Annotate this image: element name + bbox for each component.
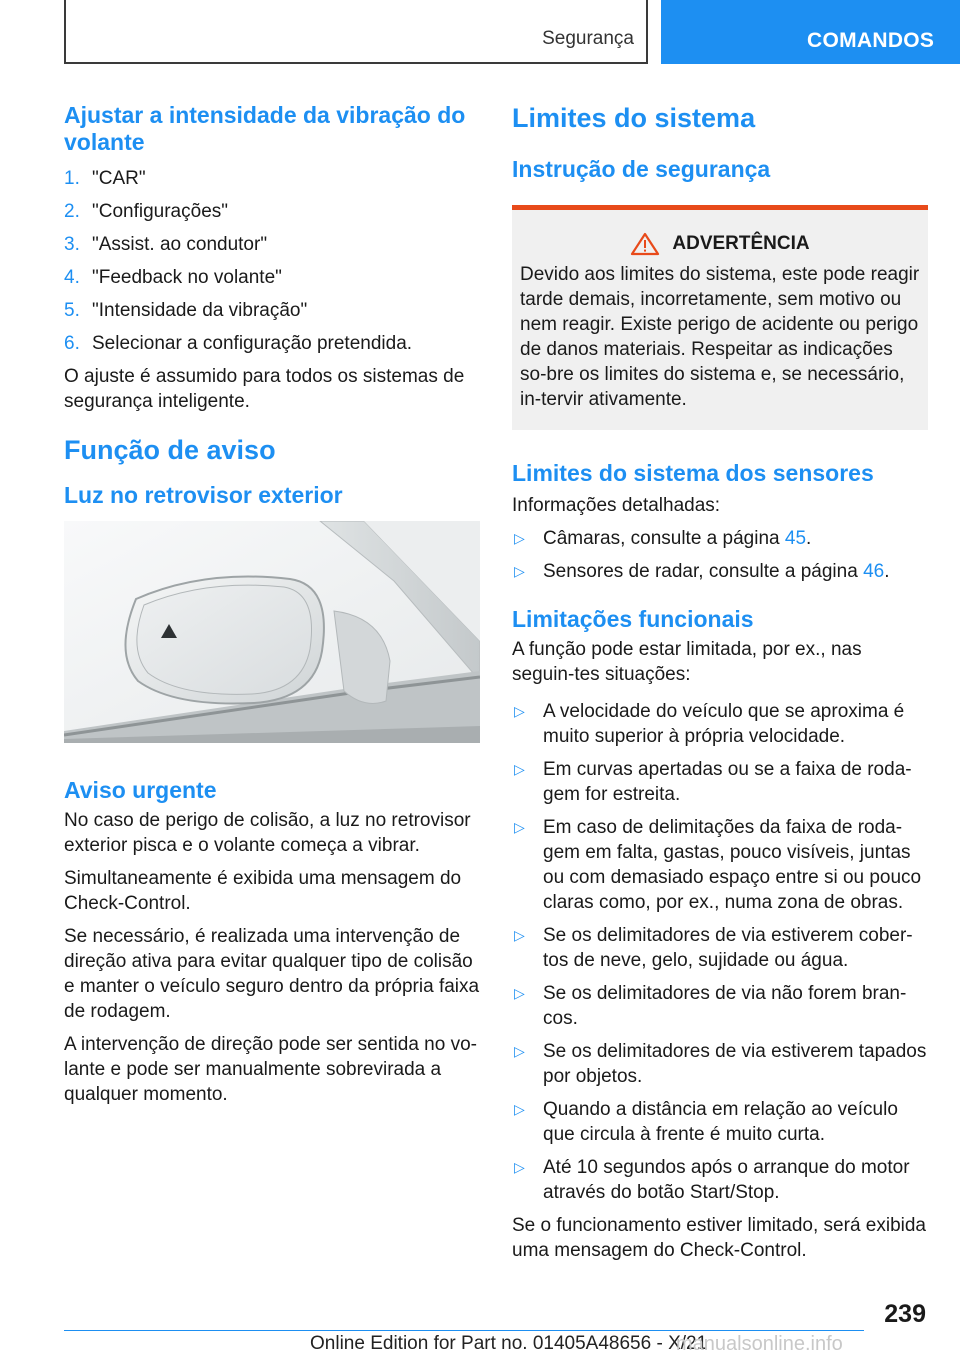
step-number: 6.: [64, 333, 80, 354]
item-end: .: [884, 561, 890, 582]
page-link-cameras[interactable]: 45: [784, 528, 807, 549]
triangle-right-outline-icon: ▷: [514, 819, 525, 835]
situations-list: [512, 699, 928, 1205]
page-number: 239: [884, 1300, 926, 1328]
item-end: .: [806, 528, 812, 549]
triangle-right-outline-icon: ▷: [514, 761, 525, 777]
triangle-right-outline-icon: ▷: [514, 1159, 525, 1175]
heading-vibration-intensity: Ajustar a intensidade da vibração do volante: [64, 102, 466, 155]
paragraph-setting-applies: O ajuste é assumido para todos os sistemas de segurança inteligente.: [64, 366, 465, 412]
list-item: [512, 699, 928, 749]
warning-box: [512, 205, 928, 430]
list-item: [512, 981, 928, 1031]
triangle-right-outline-icon: ▷: [514, 703, 525, 719]
list-item-text: Em caso de delimitações da faixa de roda‐gem em falta, gastas, pouco visíveis, juntas ou com demasiado espaço entre si ou pouco claras como, por ex., numa zona de obras.: [543, 817, 922, 913]
list-item-text: Se os delimitadores de via não forem bran‐cos.: [543, 983, 907, 1029]
step-number: 5.: [64, 300, 80, 321]
list-item: [512, 1097, 928, 1147]
triangle-right-outline-icon: ▷: [514, 985, 525, 1001]
list-item-text: Se os delimitadores de via estiverem cober‐tos de neve, gelo, sujidade ou água.: [543, 925, 913, 971]
step-text: "Feedback no volante": [92, 267, 282, 288]
header-frame: [64, 0, 648, 64]
heading-system-limits: Limites do sistema: [512, 103, 756, 133]
list-item: [512, 923, 928, 973]
list-item: [64, 199, 480, 224]
list-item-text: Até 10 segundos após o arranque do motor através do botão Start/Stop.: [543, 1157, 910, 1203]
list-item: [64, 331, 480, 356]
step-text: "Configurações": [92, 201, 229, 222]
paragraph-urgent-3: Se necessário, é realizada uma intervenção de direção ativa para evitar qualquer tipo de colisão e manter o veículo seguro dentro da própria faixa de rodagem.: [64, 926, 480, 1022]
step-number: 4.: [64, 267, 80, 288]
paragraph-urgent-4: A intervenção de direção pode ser sentida no vo‐lante e pode ser manualmente sobrevirada a qualquer momento.: [64, 1034, 477, 1105]
step-text: "Intensidade da vibração": [92, 300, 308, 321]
list-item: [64, 232, 480, 257]
footer-edition: Online Edition for Part no. 01405A48656 - X/21: [310, 1333, 708, 1354]
step-text: "Assist. ao condutor": [92, 234, 268, 255]
list-item-text: A velocidade do veículo que se aproxima é muito superior à própria velocidade.: [543, 701, 905, 747]
list-item: [64, 265, 480, 290]
step-text: Selecionar a configuração pretendida.: [92, 333, 413, 354]
list-item: [512, 815, 928, 915]
list-item-text: [543, 559, 889, 584]
triangle-right-outline-icon: ▷: [514, 563, 525, 579]
footer-divider: [64, 1330, 864, 1331]
list-item-text: Quando a distância em relação ao veículo que circula à frente é muito curta.: [543, 1099, 898, 1145]
step-number: 2.: [64, 201, 80, 222]
sensor-list: [512, 526, 928, 584]
triangle-right-outline-icon: ▷: [514, 1043, 525, 1059]
warning-title: ADVERTÊNCIA: [672, 233, 810, 254]
heading-mirror-light: Luz no retrovisor exterior: [64, 482, 343, 508]
header-section-title: Segurança: [542, 28, 634, 49]
page-link-radar[interactable]: 46: [863, 561, 885, 582]
heading-functional-limitations: Limitações funcionais: [512, 606, 754, 632]
warning-text: Devido aos limites do sistema, este pode reagir tarde demais, incorretamente, sem motivo ou nem reagir. Existe perigo de acidente ou perigo de danos materiais. Respeitar as indicações so‐bre os limites do sistema e, se necessário, in‐tervir ativamente.: [520, 264, 920, 410]
list-item-text: Em curvas apertadas ou se a faixa de roda‐gem for estreita.: [543, 759, 912, 805]
list-item: [64, 298, 480, 323]
paragraph-urgent-2: Simultaneamente é exibida uma mensagem do Check-Control.: [64, 868, 462, 914]
list-item-text: [543, 526, 811, 551]
footer-watermark: manualsonline.info: [676, 1333, 843, 1355]
list-item: [512, 757, 928, 807]
list-item: [512, 526, 928, 551]
steps-list: [64, 166, 480, 356]
heading-warning-function: Função de aviso: [64, 435, 276, 465]
triangle-right-outline-icon: ▷: [514, 530, 525, 546]
mirror-illustration: [64, 521, 480, 743]
list-item: [512, 1155, 928, 1205]
list-item: [64, 166, 480, 191]
list-item: [512, 1039, 928, 1089]
header-chapter-tab[interactable]: COMANDOS: [661, 0, 960, 64]
list-item-text: Se os delimitadores de via estiverem tapados por objetos.: [543, 1041, 927, 1087]
triangle-right-outline-icon: ▷: [514, 1101, 525, 1117]
heading-sensor-limits: Limites do sistema dos sensores: [512, 460, 874, 486]
step-number: 3.: [64, 234, 80, 255]
step-text: "CAR": [92, 168, 146, 189]
list-item: [512, 559, 928, 584]
item-text: Sensores de radar, consulte a página: [543, 561, 864, 582]
paragraph-urgent-1: No caso de perigo de colisão, a luz no retrovisor exterior pisca e o volante começa a vibrar.: [64, 810, 471, 856]
paragraph-limited-message: Se o funcionamento estiver limitado, será exibida uma mensagem do Check-Control.: [512, 1215, 927, 1261]
warning-triangle-icon: [630, 232, 660, 256]
side-mirror-image: [64, 521, 480, 743]
heading-safety-instruction: Instrução de segurança: [512, 156, 771, 182]
paragraph-functional: A função pode estar limitada, por ex., nas seguin‐tes situações:: [512, 639, 862, 685]
warning-header: [520, 232, 920, 256]
step-number: 1.: [64, 168, 80, 189]
left-column: [64, 102, 480, 1115]
right-column: [512, 102, 928, 1271]
triangle-right-outline-icon: ▷: [514, 927, 525, 943]
heading-urgent-warning: Aviso urgente: [64, 777, 217, 803]
paragraph-details: Informações detalhadas:: [512, 495, 721, 516]
item-text: Câmaras, consulte a página: [543, 528, 785, 549]
